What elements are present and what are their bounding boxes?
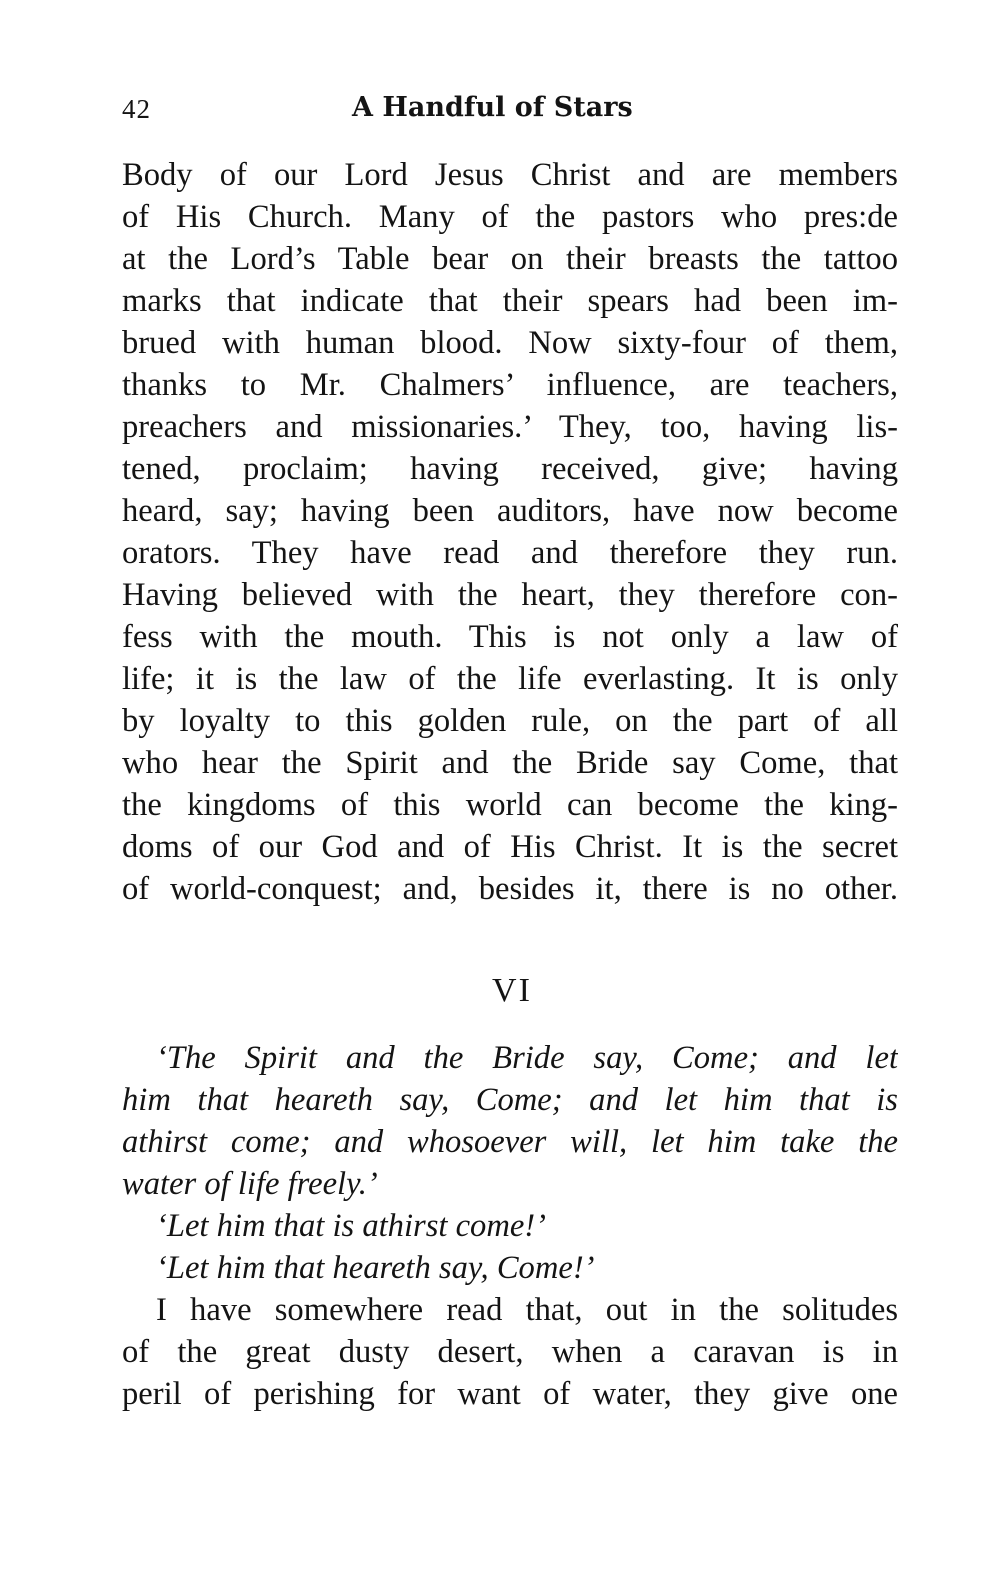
text-line: of His Church. Many of the pastors who pres:de (122, 199, 898, 235)
text-line: heard, say; having been auditors, have now become (122, 493, 898, 529)
scripture-quote (122, 1037, 898, 1289)
text-line: thanks to Mr. Chalmers’ influence, are teachers, (122, 367, 898, 403)
quote-line: athirst come; and whosoever will, let him take the (122, 1124, 898, 1160)
text-line: of the great dusty desert, when a caravan is in (122, 1334, 898, 1370)
text-line: the kingdoms of this world can become the king- (122, 787, 898, 823)
text-line: preachers and missionaries.’ They, too, having lis- (122, 409, 898, 445)
text-line: doms of our God and of His Christ. It is the secret (122, 829, 898, 865)
text-line: peril of perishing for want of water, they give one (122, 1376, 898, 1412)
quote-line-heareth: ‘Let him that heareth say, Come!’ (156, 1250, 595, 1286)
page-header (122, 92, 898, 132)
text-line: who hear the Spirit and the Bride say Come, that (122, 745, 898, 781)
text-line: at the Lord’s Table bear on their breasts the tattoo (122, 241, 898, 277)
page-number: 42 (122, 94, 151, 124)
text-line: I have somewhere read that, out in the solitudes (156, 1292, 898, 1328)
text-line: by loyalty to this golden rule, on the part of all (122, 703, 898, 739)
text-line: Body of our Lord Jesus Christ and are members (122, 157, 898, 193)
quote-line: him that heareth say, Come; and let him that is (122, 1082, 898, 1118)
text-line: fess with the mouth. This is not only a law of (122, 619, 898, 655)
text-line: orators. They have read and therefore they run. (122, 535, 898, 571)
text-line: life; it is the law of the life everlasting. It is only (122, 661, 898, 697)
running-title: A Handful of Stars (352, 92, 633, 123)
section-heading: VI (492, 972, 532, 1009)
quote-line: ‘The Spirit and the Bride say, Come; and let (156, 1040, 898, 1076)
paragraph-1 (122, 154, 898, 910)
text-line: marks that indicate that their spears had been im- (122, 283, 898, 319)
text-line: tened, proclaim; having received, give; having (122, 451, 898, 487)
text-line: brued with human blood. Now sixty-four of them, (122, 325, 898, 361)
text-line: of world-conquest; and, besides it, there is no other. (122, 871, 898, 907)
paragraph-2 (122, 1289, 898, 1415)
text-line: Having believed with the heart, they therefore con- (122, 577, 898, 613)
quote-line-athirst: ‘Let him that is athirst come!’ (156, 1208, 546, 1244)
quote-line: water of life freely.’ (122, 1166, 378, 1202)
